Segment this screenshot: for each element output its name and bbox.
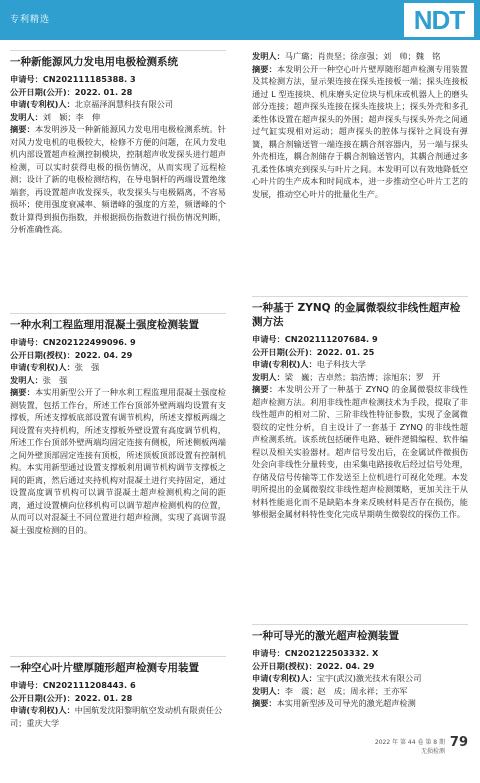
section-label: 专利精选 <box>10 15 51 25</box>
patent-entry <box>252 296 468 521</box>
patent-title: 一种空心叶片壁厚随形超声检测专用装置 <box>10 656 226 675</box>
journal-issue: 2022 年 第 44 卷 第 8 期 无损检测 <box>374 739 445 755</box>
patent-title: 一种新能源风力发电用电极检测系统 <box>10 50 226 69</box>
patent-title: 一种可导光的激光超声检测装置 <box>252 624 468 643</box>
application-number: 申请号：CN202111185388. 3 <box>10 74 136 84</box>
abstract: 摘要：本实用新型涉及可导光的激光超声检测 <box>252 698 416 708</box>
applicant: 申请(专利权)人：宝宇(武汉)激光技术有限公司 <box>252 673 422 683</box>
patent-title: 一种基于 ZYNQ 的金属微裂纹非线性超声检测方法 <box>252 296 468 329</box>
abstract: 摘要：本发明公开了一种基于 ZYNQ 的金属微裂纹非线性超声检测方法。利用非线性超声检测技术为手段，提取了非线性超声的相对二阶、三阶非线性特征参数，实现了金属微裂纹的定性分析，自主设计了一套基于 ZYNQ 的非线性超声检测系统。该系统包括硬件电路、硬件逻辑编程、软件编程以及相关实验器材。超声信号发出后，在金属试件微损伤处会向非线性分量转变，由采集电路接收后经过信号处理，存储及信号传输等工作发送至上位机进行可视化处理。本发明所提出的金属微裂纹非线性超声检测策略，更加关注于从材料性能退化而不是缺陷本身来反映材料是否存在损伤，能够根据金属材料特性变化完成早期萌生微裂纹的探伤工作。 <box>252 384 468 519</box>
applicant: 申请(专利权)人：电子科技大学 <box>252 359 366 369</box>
patent-entry <box>10 313 226 536</box>
journal-logo: NDT <box>404 3 474 37</box>
patent-entry <box>10 50 226 236</box>
inventor: 发明人：梁 巍；吉卓然；翁浩博；涂旭东；罗 开 <box>252 371 441 382</box>
publication-date: 公开日期(公开)：2022. 01. 25 <box>252 346 375 357</box>
publication-date: 公开日期(公开)：2022. 01. 28 <box>10 86 133 97</box>
abstract: 摘要：本发明公开一种空心叶片壁厚随形超声检测专用装置及其检测方法，显示架连接在探头连接板一端；探头连接板通过 L 型连接块、机床磨头定位块与机床或机器人上的磨头部分连接；超声探头连接在探头连接块上；探头外壳和多孔柔性体设置在超声探头的外围；超声探头与探头外壳之间通过气缸实现相对运动；超声探头的腔体与探针之间设有弹簧，耦合剂输送管一端连接在耦合剂容器内，另一端与探头外壳相连，耦合剂储存于耦合剂输送管内，其耦合剂通过多孔柔性体填充到探头与叶片之间。本发明可以有效地降低空心叶片的生产成本和时间成本，进一步推动空心叶片工艺的发展，推动空心叶片的批量化生产。 <box>252 63 468 199</box>
header-bar <box>0 0 480 40</box>
inventor: 发明人：马广璐；肖贵坚；徐彦强；刘 帅；魏 铭 <box>252 51 441 61</box>
inventor: 发明人：张 强 <box>10 374 68 385</box>
page-number: 79 <box>449 735 468 750</box>
abstract: 摘要：本发明涉及一种新能源风力发电用电极检测系统。针对风力发电机的电极较大，检修不方便的问题，在风力发电机内部设置超声检测控制模块，控制超声收发探头进行超声检测，可以实时获得电极的损伤情况，从而实现了远程检测；设计了新的电极检测结构，在导电铜杆的两端设置绝缘端套，再设置超声收发探头，收发探头与电极隔离，不容易损坏；使用强度衰减率、频谱峰的强度的方差，频谱峰的个数计算得到损伤指数，并根据损伤指数进行损伤情况判断，分析准确性高。 <box>10 124 226 234</box>
inventor: 发明人：刘 颖；李 伸 <box>10 111 101 122</box>
patent-title: 一种水利工程监理用混凝土强度检测装置 <box>10 313 226 332</box>
publication-date: 公开日期(授权)：2022. 04. 29 <box>10 349 133 360</box>
application-number: 申请号：CN202111208443. 6 <box>10 680 136 690</box>
publication-date: 公开日期(授权)：2022. 04. 29 <box>252 660 375 671</box>
publication-date: 公开日期(公开)：2022. 01. 28 <box>10 692 133 703</box>
patent-entry <box>10 656 226 729</box>
applicant: 申请(专利权)人：北京福泽润慧科技有限公司 <box>10 99 174 109</box>
applicant: 申请(专利权)人：中国航发沈阳黎明航空发动机有限责任公司；重庆大学 <box>10 705 223 728</box>
patent-entry <box>252 624 468 710</box>
patent-entry-continued <box>252 50 468 200</box>
inventor: 发明人：李 震；赵 成；周永祥；王亦军 <box>252 685 408 696</box>
application-number: 申请号：CN202122499096. 9 <box>10 337 136 347</box>
application-number: 申请号：CN202111207684. 9 <box>252 334 378 344</box>
application-number: 申请号：CN202122503332. X <box>252 648 379 658</box>
abstract: 摘要：本实用新型公开了一种水利工程监理用混凝土强度检测装置，包括工作台，所述工作台顶部外壁两端均设置有支撑板，所述支撑板底部设置有调节机构，所述支撑板两端之间设置有夹持机构，所述支撑板外壁设置有高度调节机构，所述工作台顶部外壁两端均固定连接有侧板，所述侧板两端之间外壁顶部固定连接有顶板，所述顶板顶部设置有控制机构。本实用新型通过设置支撑板利用调节机构调节支撑板之间的距离，然后通过夹持机构对混凝土进行夹持固定，通过设置高度调节机构可以调节混凝土超声检测机构之间的距离，通过设置横向位移机构可以调节超声检测机构的位置，从而可以对混凝土不同位置进行超声检测，实现了高调节混凝土强度检测的目的。 <box>10 387 226 535</box>
applicant: 申请(专利权)人：张 强 <box>10 362 100 372</box>
